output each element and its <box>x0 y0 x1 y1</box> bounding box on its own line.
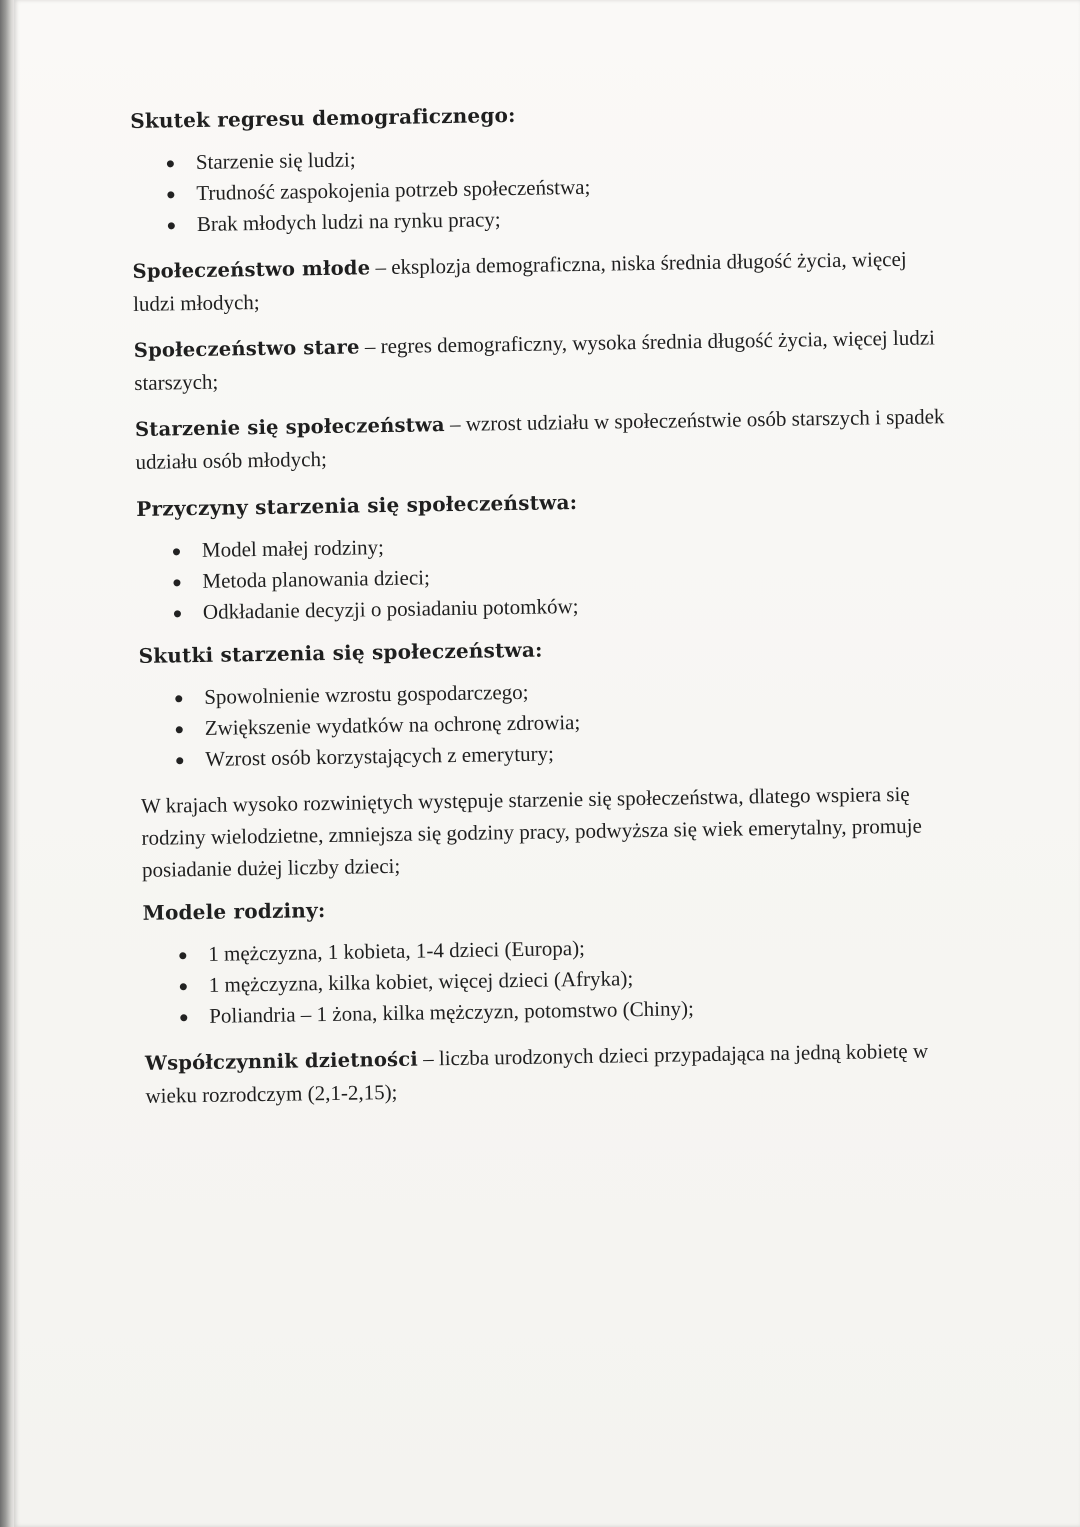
bullet-icon <box>179 952 186 959</box>
bullet-icon <box>180 1014 187 1021</box>
bullet-icon <box>175 695 182 702</box>
bullet-icon <box>167 191 174 198</box>
bullet-icon <box>174 610 181 617</box>
term: Współczynnik dzietności <box>144 1047 419 1075</box>
definition-wspolczynnik-dzietnosci: Współczynnik dzietności – liczba urodzonych dzieci przypadająca na jedną kobietę w wieku rozrodczym (2,1-2,15); <box>144 1038 929 1108</box>
list-item: Brak młodych ludzi na rynku pracy; <box>166 197 952 240</box>
bullet-icon <box>176 726 183 733</box>
list-modele-rodziny <box>143 927 964 1033</box>
bullet-icon <box>176 757 183 764</box>
definition-spoleczenstwo-mlode: Społeczeństwo młode – eksplozja demograficzna, niska średnia długość życia, więcej ludzi młodych; <box>132 246 907 316</box>
bullet-icon <box>173 579 180 586</box>
document-page <box>14 0 1080 1527</box>
term: Starzenie się społeczeństwa <box>134 413 445 441</box>
list-item: Poliandria – 1 żona, kilka mężczyzn, potomstwo (Chiny); <box>178 989 964 1032</box>
list-item: Trudność zaspokojenia potrzeb społeczeństwa; <box>165 166 951 209</box>
paragraph-kraje-rozwiniete: W krajach wysoko rozwiniętych występuje starzenie się społeczeństwa, dlatego wspiera się rodziny wielodzietne, zmniejsza się godziny pracy, podwyższa się wiek emerytalny, promuje posiadanie dużej liczby dzieci; <box>140 781 922 882</box>
heading-modele-rodziny: Modele rodziny: <box>142 898 326 925</box>
definition-spoleczenstwo-stare: Społeczeństwo stare – regres demograficzny, wysoka średnia długość życia, więcej ludzi starszych; <box>133 325 936 395</box>
list-item: Zwiększenie wydatków na ochronę zdrowia; <box>174 701 960 744</box>
bullet-icon <box>167 160 174 167</box>
document-content <box>130 95 966 1112</box>
heading-skutki: Skutki starzenia się społeczeństwa: <box>138 637 543 668</box>
list-item: Metoda planowania dzieci; <box>171 554 957 597</box>
term: Społeczeństwo stare <box>133 335 360 362</box>
list-item: 1 mężczyzna, 1 kobieta, 1-4 dzieci (Europa); <box>177 927 963 970</box>
list-item: Odkładanie decyzji o posiadaniu potomków; <box>172 585 958 628</box>
list-item: Wzrost osób korzystających z emerytury; <box>174 732 960 775</box>
heading-przyczyny: Przyczyny starzenia się społeczeństwa: <box>136 490 578 521</box>
list-item: Model małej rodziny; <box>171 523 957 566</box>
list-item: Spowolnienie wzrostu gospodarczego; <box>173 670 959 713</box>
term: Społeczeństwo młode <box>132 256 371 283</box>
definition-starzenie-spoleczenstwa: Starzenie się społeczeństwa – wzrost udziału w społeczeństwie osób starszych i spadek udziału osób młodych; <box>134 404 945 474</box>
bullet-icon <box>173 548 180 555</box>
list-skutki <box>139 670 960 776</box>
bullet-icon <box>180 983 187 990</box>
list-item: 1 mężczyzna, kilka kobiet, więcej dzieci (Afryka); <box>178 958 964 1001</box>
list-skutek-regresu <box>131 135 952 241</box>
list-item: Starzenie się ludzi; <box>165 135 951 178</box>
heading-skutek-regresu: Skutek regresu demograficznego: <box>130 102 516 133</box>
bullet-icon <box>168 222 175 229</box>
list-przyczyny <box>137 523 958 629</box>
